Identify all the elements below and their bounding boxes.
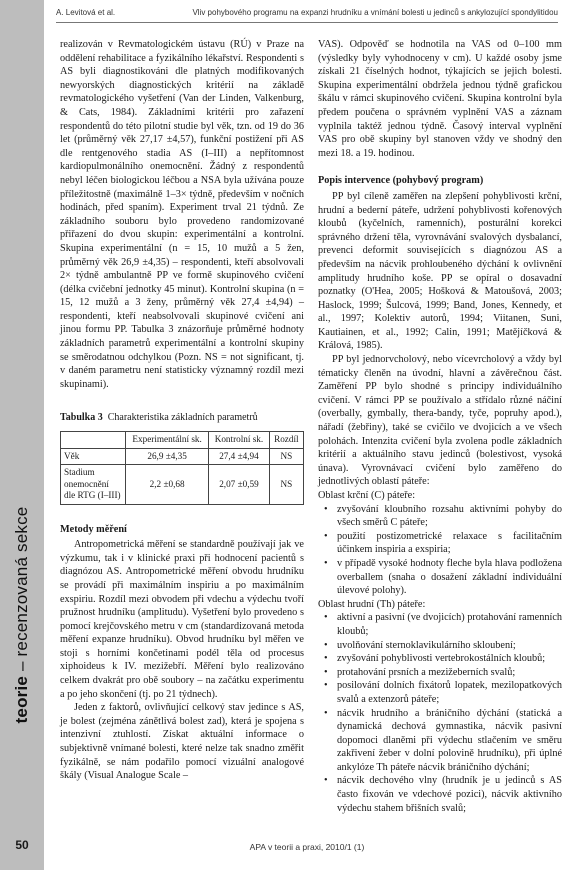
table-cell: 26,9 ±4,35 <box>126 448 209 465</box>
section-label-rest: – recenzovaná sekce <box>12 506 31 676</box>
list-item: • nácvik dechového vlny (hrudník je u jedinců s AS často fixován ve vdechové pozici), nácvik aktivního výdechu stahem břišních svalů; <box>337 774 562 815</box>
journal-footer: APA v teorii a praxi, 2010/1 (1) <box>249 842 365 852</box>
header-rule <box>56 22 558 23</box>
table-header-cell: Experimentální sk. <box>126 432 209 449</box>
list-item: • zvyšování kloubního rozsahu aktivními pohyby do všech směrů C páteře; <box>337 503 562 530</box>
left-column <box>60 38 304 783</box>
body-paragraph: PP byl cíleně zaměřen na zlepšení pohyblivosti krční, hrudní a bederní páteře, udržení pohyblivosti kořenových kloubů (kyčelních, ramenních), posturální korekci správného držení těla, vyrovnávání svalových dysbalancí, prevenci deformit souvisejících s diagnózou AS a především na nácvik prohloubeného dýchání k ovlivnění amplitudy hrudního koše. PP se opíral o dosavadní poznatky (O'Hea, 2005; Hošková & Matoušová, 2003; Haslock, 1999; Šulcová, 1999; Band, Jones, Kennedy, et al., 1997; Kolektiv autorů, 1994; Viitanen, Suni, Kautiainen, et al., 1992; Calin, 1991; Matějíčková & Králová, 1985). <box>318 190 562 352</box>
table-row <box>61 448 304 465</box>
list-item: • v případě vysoké hodnoty fleche byla hlava podložena overballem (snaha o dosažení základní individuální úlevové polohy). <box>337 557 562 598</box>
list-item: • použití postizometrické relaxace s facilitačním účinkem inspiria a exspiria; <box>337 530 562 557</box>
body-paragraph: VAS). Odpověď se hodnotila na VAS od 0–100 mm (výsledky byly vyhodnoceny v cm). U každé osoby jsme získali 21 číselných hodnot, týkajících se jejich bolesti. Skupina experimentální obdržela jednou týdně grafickou škálu v rámci skupinového cvičení. Skupina kontrolní byla předem poučena o správném vyplnění VAS a záznam vyplnila taktéž jednou týdně. Časový interval vyplnění VAS pro obě skupiny byl stanoven vždy ve shodný den mezi 18. a 19. hodinou. <box>318 39 562 159</box>
table-header-cell: Rozdíl <box>269 432 303 449</box>
body-paragraph: Jeden z faktorů, ovlivňující celkový stav jedince s AS, je bolest (zejména zánětlivá bolest zad), která je spojena s intenzivní ztuhlostí. Získat aktuální informace o subjektivně vnímané bolesti, které nelze tak snadno změřit fyzikálně, se nám podařilo pomocí vizuální analogové škály (Visual Analogue Scale – <box>60 702 304 782</box>
list-item: • uvolňování sternoklavikulárního skloubení; <box>337 639 562 653</box>
table-caption-text: Charakteristika základních parametrů <box>107 412 258 424</box>
list-item: • nácvik hrudního a bráničního dýchání (statická a dynamická dechová gymnastika, nácvik pasivní dopomoci dlaněmi při výdechu stlačením ve směru zakřivení žeber v dolní polovině hrudníku), při úplné ankylóze Th páteře nácvik bráničního dýchání; <box>337 707 562 775</box>
table-header-row <box>61 432 304 449</box>
section-label <box>12 507 32 724</box>
right-column <box>318 38 562 815</box>
spacer <box>318 160 562 174</box>
table-cell: NS <box>269 448 303 465</box>
table-cell: 2,07 ±0,59 <box>209 465 269 505</box>
table-cell: NS <box>269 465 303 505</box>
header-authors: A. Levitová et al. <box>56 8 116 17</box>
body-paragraph: Antropometrická měření se standardně používají jak ve výzkumu, tak i v klinické praxi při hodnocení pacientů s diagnózou AS. Antropometrické měření obvodu hrudníku se provádí při maximálním inspiriu a po maximálním exspiriu. Rozdíl mezi obvodem při vdechu a výdechu tvoří pružnost hrudníku (amplitudu). Vyšetření bylo provedeno s pomocí krejčovského metru v cm (standardizovaná metoda měření expanze hrudníku). Obvod hrudníku byl měřen ve stoji s horními končetinami podél těla od procesus xiphoideus k IV. mezižebří. Měření bylo realizováno celkem dvakrát pro obě soubory – na začátku experimentu a po jeho skončení (tj. po 21 týdnech). <box>60 539 304 700</box>
list-item: • protahování prsních a mezižeberních svalů; <box>337 666 562 680</box>
spacer <box>60 505 304 523</box>
table-cell: 2,2 ±0,68 <box>126 465 209 505</box>
list-item: • aktivní a pasivní (ve dvojicích) protahování ramenních kloubů; <box>337 611 562 638</box>
cervical-list <box>318 503 562 598</box>
table-header-cell: Kontrolní sk. <box>209 432 269 449</box>
page-number: 50 <box>15 838 29 852</box>
table-header-cell <box>61 432 126 449</box>
header-title: Vliv pohybového programu na expanzi hrudníku a vnímání bolesti u jedinců s ankylozující spondylitidou <box>192 8 558 17</box>
section-label-bold: teorie <box>12 675 31 724</box>
list-item: • posilování dolních fixátorů lopatek, mezilopatkových svalů a extenzorů páteře; <box>337 679 562 706</box>
table-caption <box>60 411 304 425</box>
running-header <box>56 8 558 22</box>
table-label: Tabulka 3 <box>60 412 103 424</box>
body-paragraph: PP byl jednorvcholový, nebo vícevrcholový a vždy byl tématicky členěn na úvodní, hlavní a závěrečnou část. Zaměření PP bylo shodné s principy individuálního cvičení. V rámci PP se používalo a střídalo různé náčiní (overbally, gymbally, thera-bandy, tyče, popruhy apod.), nářadí (žebřiny), také se cvičilo ve dvojicích a ve všech polohách. Intenzita cvičení byla zvolena podle základních kritérií a aktuálního stavu jedinců (bolestivost, vysoká únava). Vyrovnávací cvičení bylo zaměřeno do jednotlivých oblastí páteře: <box>318 354 562 488</box>
body-paragraph: realizován v Revmatologickém ústavu (RÚ) v Praze na oddělení rehabilitace a fyzikálního lékařství. Respondenti s AS byli diagnostikováni dle platných modifikovaných newyorských diagnostických kritérií na základě revmatologického vyšetření (Van der Linden, Valkenburg, & Cats, 1984). Základními kritérii pro zařazení respondentů do této pilotní studie byl věk, tzn. od 19 do 36 let (průměrný věk 27,17 ±4,57), funkční postižení při AS dle rentgenového stadia AS (I–III) a nepřítomnost kardiopulmonálního onemocnění. Žádný z respondentů nebyl léčen biologickou léčbou a NSA byla užívána pouze příležitostně (maximálně 1–3× týdně, především v nočních hodinách, před spaním). Experiment trval 21 týdnů. Ze základního souboru bylo provedeno randomizované přiřazení do dvou skupin: experimentální a kontrolní. Skupina experimentální (n = 15, 10 mužů a 5 žen, průměrný věk 26,9 ±4,35) – respondenti, kteří absolvovali 2× týdně ambulantně PP ve formě skupinového cvičení (délka cvičební jednotky 45 minut). Kontrolní skupina (n = 15, 12 mužů a 3 ženy, průměrný věk 27,4 ±4,94) – respondenti, kteří neabsolvovali skupinové cvičení ani jinou formu PP. Tabulka 3 znázorňuje průměrné hodnoty základních parametrů experimentální a kontrolní skupiny se směrodatnou odchylkou (Pozn. NS = not significant, tj. v daném parametru není statisticky významný rozdíl mezi skupinami). <box>60 39 304 390</box>
table-cell: Věk <box>61 448 126 465</box>
list-label: Oblast krční (C) páteře: <box>318 490 416 501</box>
section-heading: Metody měření <box>60 523 127 535</box>
list-label: Oblast hrudní (Th) páteře: <box>318 598 426 610</box>
list-item: • zvyšování pohyblivosti vertebrokostálních kloubů; <box>337 652 562 666</box>
table-cell: Stadium onemocnění dle RTG (I–III) <box>61 465 126 505</box>
parameters-table <box>60 431 304 505</box>
table-cell: 27,4 ±4,94 <box>209 448 269 465</box>
section-heading: Popis intervence (pohybový program) <box>318 175 484 187</box>
table-row <box>61 465 304 505</box>
section-sidebar <box>0 0 44 870</box>
thoracic-list <box>318 611 562 815</box>
